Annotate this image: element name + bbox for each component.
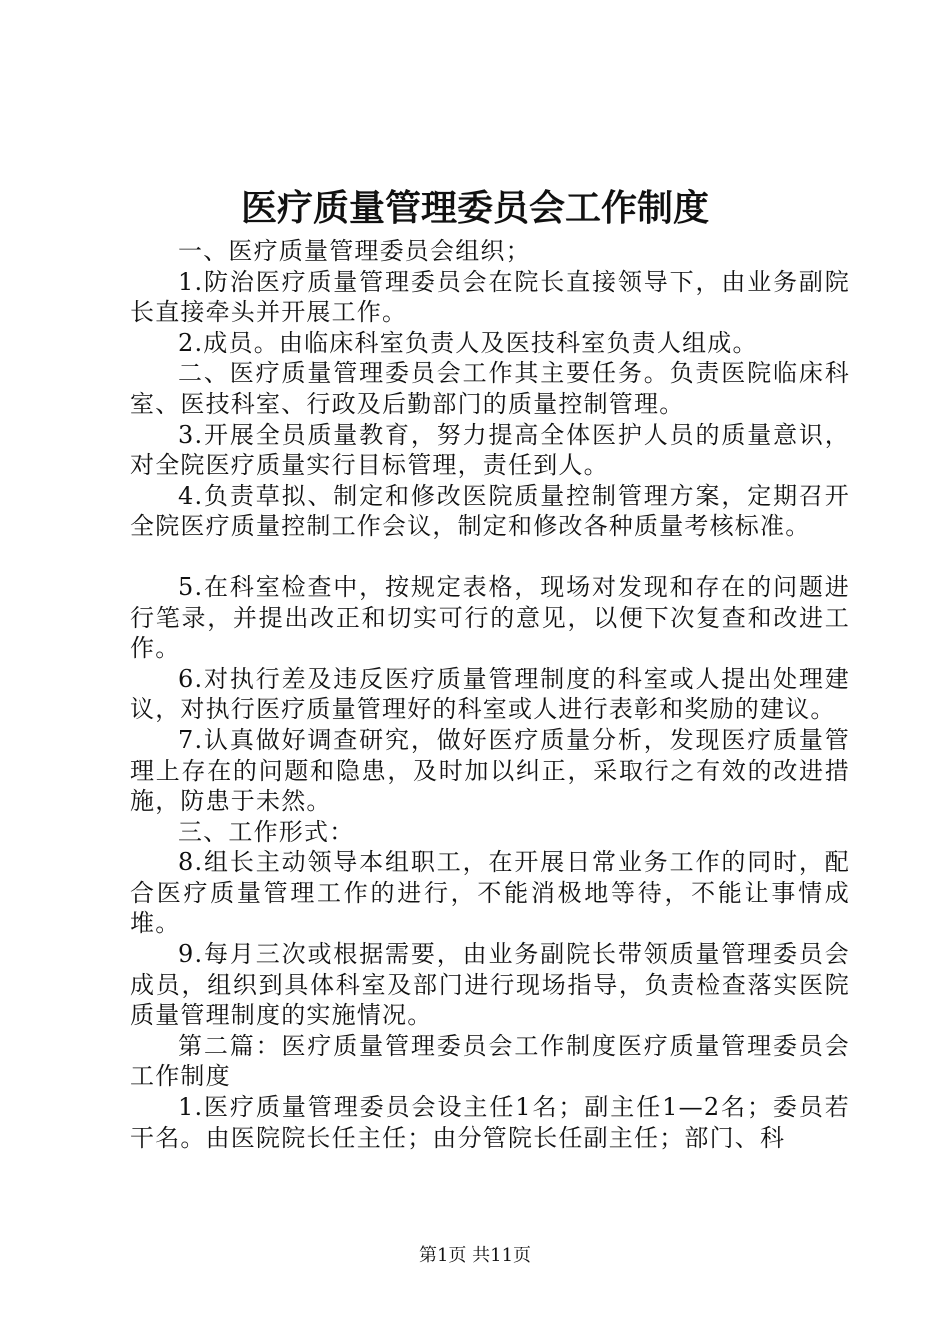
paragraph-item-8: 8.组长主动领导本组职工，在开展日常业务工作的同时，配合医疗质量管理工作的进行，不能消极地等待，不能让事情成堆。 xyxy=(130,848,850,938)
paragraph-item-10: 1.医疗质量管理委员会设主任1名；副主任1—2名；委员若干名。由医院院长任主任；由分管院长任副主任；部门、科 xyxy=(130,1093,850,1152)
paragraph-item-6: 6.对执行差及违反医疗质量管理制度的科室或人提出处理建议，对执行医疗质量管理好的科室或人进行表彰和奖励的建议。 xyxy=(130,664,850,724)
section-heading-3: 三、工作形式： xyxy=(178,817,355,846)
paragraph-item-4: 4.负责草拟、制定和修改医院质量控制管理方案，定期召开全院医疗质量控制工作会议，制定和修改各种质量考核标准。 xyxy=(130,481,850,541)
document-title: 医疗质量管理委员会工作制度 xyxy=(240,187,709,229)
section-heading-2: 二、医疗质量管理委员会工作其主要任务。负责医院临床科室、医技科室、行政及后勤部门的质量控制管理。 xyxy=(130,359,850,418)
paragraph-item-1: 1.防治医疗质量管理委员会在院长直接领导下，由业务副院长直接牵头并开展工作。 xyxy=(130,267,850,327)
chapter-heading-2: 第二篇：医疗质量管理委员会工作制度医疗质量管理委员会工作制度 xyxy=(130,1031,850,1091)
paragraph-item-2: 2.成员。由临床科室负责人及医技科室负责人组成。 xyxy=(178,328,758,357)
section-heading-1: 一、医疗质量管理委员会组织； xyxy=(178,237,531,265)
paragraph-item-3: 3.开展全员质量教育，努力提高全体医护人员的质量意识，对全院医疗质量实行目标管理，责任到人。 xyxy=(130,420,850,480)
paragraph-item-9: 9.每月三次或根据需要，由业务副院长带领质量管理委员会成员，组织到具体科室及部门进行现场指导，负责检查落实医院质量管理制度的实施情况。 xyxy=(130,940,850,1030)
page-footer: 第1页 共11页 xyxy=(418,1245,532,1266)
document-body xyxy=(130,236,850,1153)
paragraph-item-5: 5.在科室检查中，按规定表格，现场对发现和存在的问题进行笔录，并提出改正和切实可行的意见，以便下次复查和改进工作。 xyxy=(130,572,850,663)
paragraph-item-7: 7.认真做好调查研究，做好医疗质量分析，发现医疗质量管理上存在的问题和隐患，及时加以纠正，采取行之有效的改进措施，防患于未然。 xyxy=(130,725,850,816)
